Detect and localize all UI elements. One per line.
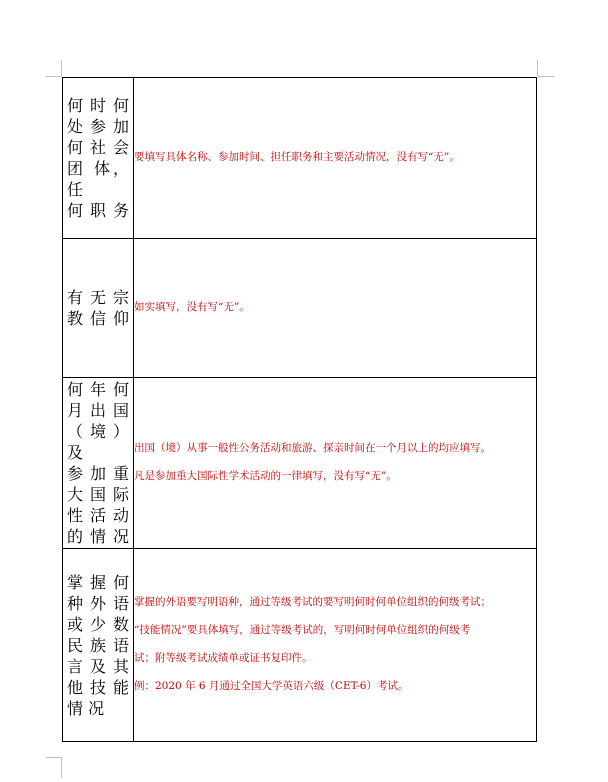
label-line: 有 无 宗	[67, 288, 129, 307]
row-content-cell[interactable]	[134, 378, 537, 549]
label-line: 教 信 仰	[67, 309, 129, 328]
instruction-text: 掌握的外语要写明语种，通过等级考试的要写明何时何单位组织的何级考试；	[134, 596, 491, 609]
label-line: 参 加 重	[67, 464, 129, 483]
instruction-text: 试；附等级考试成绩单或证书复印件。	[134, 652, 313, 664]
crop-mark-top-right-v	[537, 60, 538, 76]
crop-mark-top-left-v	[61, 60, 62, 76]
label-line: 性 活 动	[67, 506, 129, 525]
row-content-cell[interactable]	[134, 78, 537, 239]
form-row-religion	[63, 239, 537, 378]
row-label	[63, 287, 133, 329]
label-line: 月 出 国	[67, 401, 129, 420]
label-line: 何 职 务	[67, 201, 129, 220]
registration-form-table	[62, 77, 537, 742]
crop-mark-top-right-h	[538, 76, 554, 77]
instruction-text: 凡是参加重大国际性学术活动的一律填写，没有写“无”。	[134, 470, 397, 482]
instruction-text: 例：2020 年 6 月通过全国大学英语六级（CET-6）考试。	[134, 679, 409, 692]
instruction-text: 要填写具体名称、参加时间、担任职务和主要活动情况，没有写“无”。	[134, 151, 460, 164]
label-line: 何 年 何	[67, 380, 129, 399]
form-row-social-groups	[63, 78, 537, 239]
row-label-cell	[63, 378, 134, 549]
label-line: 情 况	[67, 698, 105, 718]
row-content-cell[interactable]	[134, 239, 537, 378]
label-line: 种 外 语	[67, 593, 129, 613]
instruction-text: “技能情况”要具体填写，通过等级考试的，写明何时何单位组织的何级考	[134, 624, 471, 637]
form-row-overseas-activities	[63, 378, 537, 549]
row-label	[63, 379, 133, 547]
label-line: 言 及 其	[67, 656, 129, 676]
label-line: 大 国 际	[67, 485, 129, 504]
row-content-cell[interactable]	[134, 549, 537, 742]
instruction-text: 出国（境）从事一般性公务活动和旅游、探亲时间在一个月以上的均应填写。	[134, 442, 491, 455]
row-label	[63, 572, 133, 719]
instruction-text: 如实填写，没有写“无”。	[134, 301, 250, 314]
crop-mark-top-left-h	[46, 76, 62, 77]
label-line: 民 族 语	[67, 635, 129, 655]
crop-mark-bottom-left-h	[46, 757, 62, 758]
crop-mark-bottom-left-v	[61, 758, 62, 778]
row-label-cell	[63, 78, 134, 239]
label-line: 处 参 加	[67, 117, 129, 136]
label-line: 何 时 何	[67, 96, 129, 115]
label-line: 或 少 数	[67, 614, 129, 634]
row-label-cell	[63, 549, 134, 742]
form-row-languages-skills	[63, 549, 537, 742]
label-line: 他 技 能	[67, 677, 129, 697]
label-line: 何 社 会	[67, 138, 129, 157]
label-line: 团 体，任	[67, 159, 129, 199]
label-line: （境）及	[67, 422, 129, 462]
row-label-cell	[63, 239, 134, 378]
label-line: 的 情 况	[67, 527, 129, 546]
row-label	[63, 95, 133, 221]
label-line: 掌 握 何	[67, 572, 129, 592]
